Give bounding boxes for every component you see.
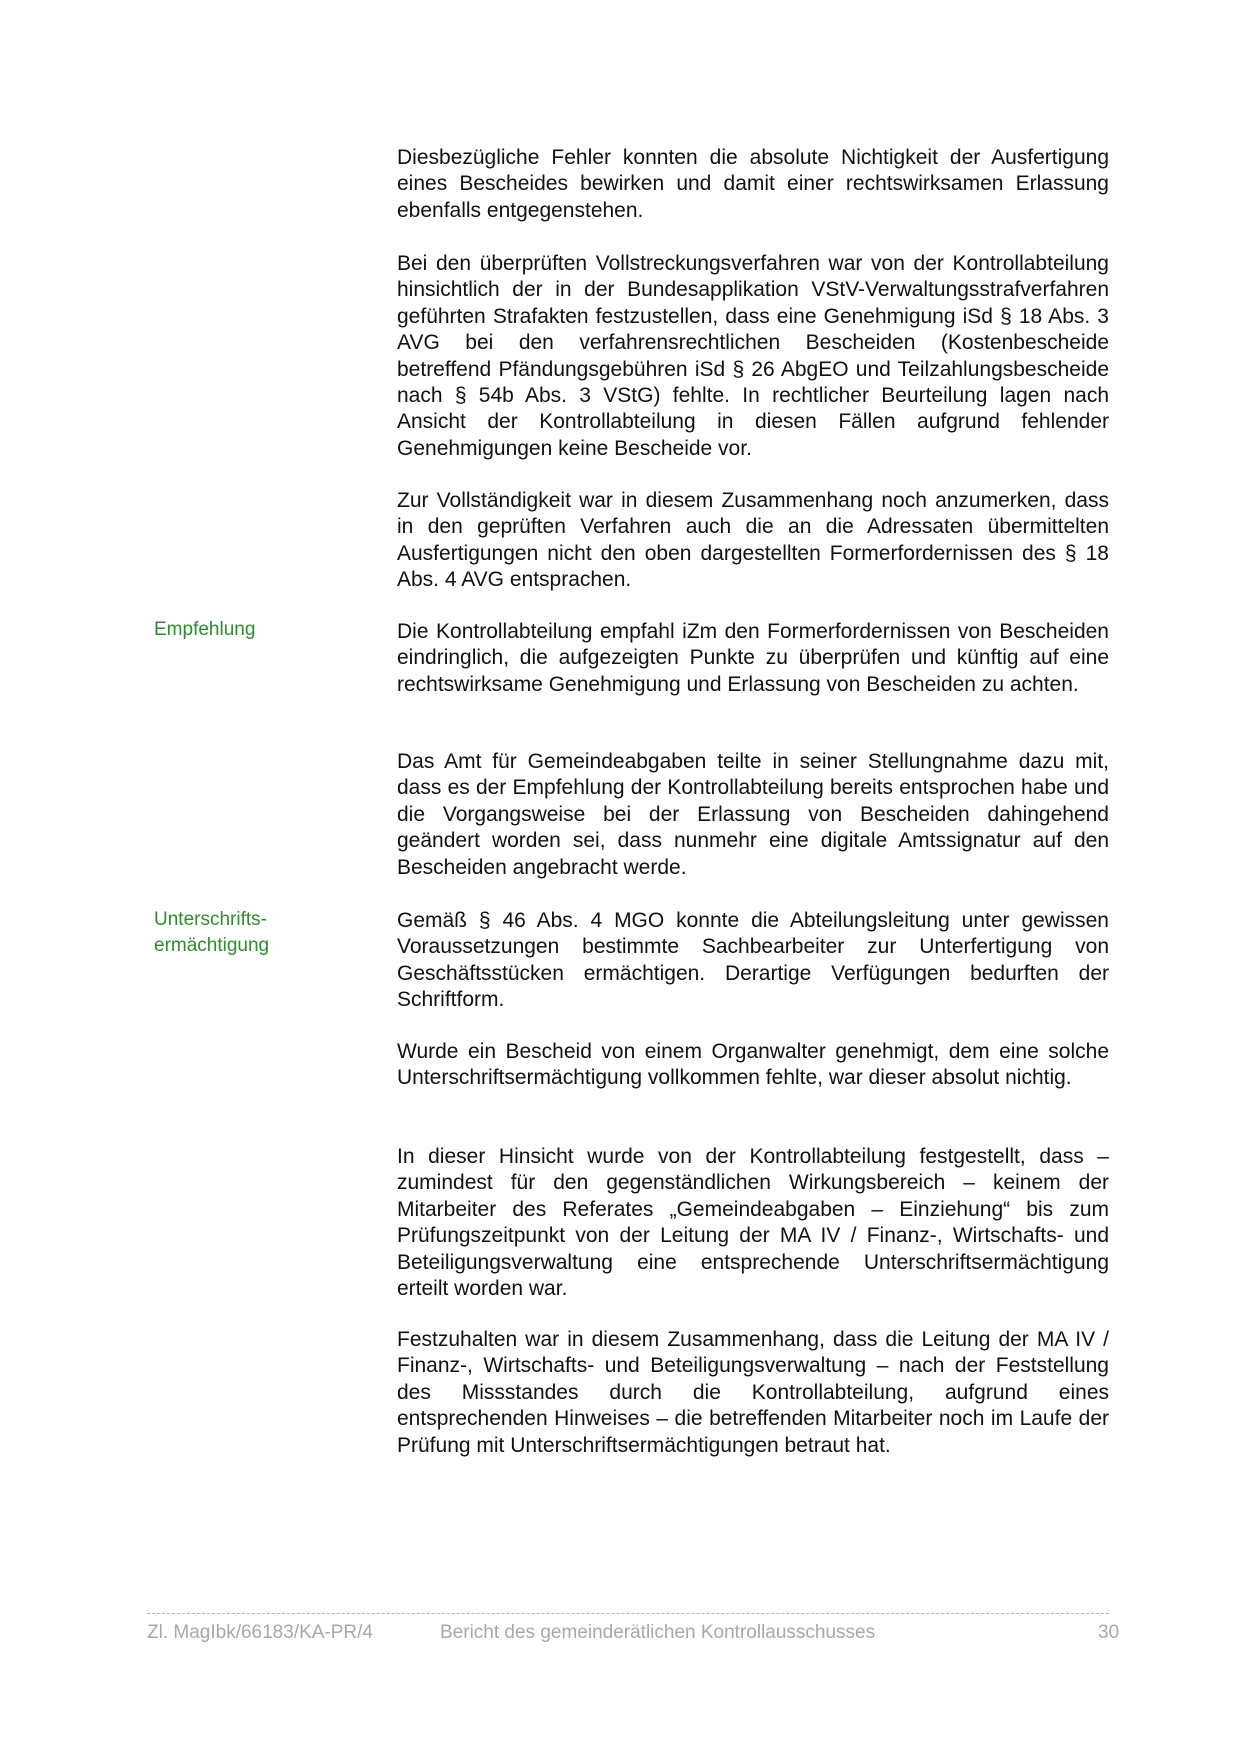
footer-title: Bericht des gemeinderätlichen Kontrollausschusses [440, 1622, 876, 1643]
paragraph-4: Die Kontrollabteilung empfahl iZm den Formerfordernissen von Bescheiden eindringlich, die aufgezeigten Punkte zu überprüfen und künftig auf eine rechtswirksame Genehmigung und Erlassung von Bescheiden zu achten. [397, 620, 1109, 696]
paragraph-2: Bei den überprüften Vollstreckungsverfahren war von der Kontrollabteilung hinsichtlich der in der Bundesapplikation VStV-Verwaltungsstrafverfahren geführten Strafakten festzustellen, dass eine Genehmigung iSd § 18 Abs. 3 AVG bei den verfahrensrechtlichen Bescheiden (Kostenbescheide betreffend Pfändungsgebühren iSd § 26 AbgEO und Teilzahlungsbescheide nach § 54b Abs. 3 VStG) fehlte. In rechtlicher Beurteilung lagen nach Ansicht der Kontrollabteilung in diesen Fällen aufgrund fehlender Genehmigungen keine Bescheide vor. [397, 252, 1109, 460]
paragraph-7: Wurde ein Bescheid von einem Organwalter genehmigt, dem eine solche Unterschriftsermächtigung vollkommen fehlte, war dieser absolut nichtig. [397, 1040, 1109, 1090]
paragraph-6: Gemäß § 46 Abs. 4 MGO konnte die Abteilungsleitung unter gewissen Voraussetzungen bestimmte Sachbearbeiter zur Unterfertigung von Geschäftsstücken ermächtigen. Derartige Verfügungen bedurften der Schriftform. [397, 909, 1109, 1012]
margin-note-line-2: ermächtigung [154, 935, 270, 956]
footer-divider [147, 1613, 1109, 1614]
paragraph-5: Das Amt für Gemeindeabgaben teilte in seiner Stellungnahme dazu mit, dass es der Empfehlung der Kontrollabteilung bereits entsprochen habe und die Vorgangsweise bei der Erlassung von Bescheiden dahingehend geändert worden sei, dass nunmehr eine digitale Amtssignatur auf den Bescheiden angebracht werde. [397, 750, 1109, 879]
paragraph-8: In dieser Hinsicht wurde von der Kontrollabteilung festgestellt, dass – zumindest für den gegenständlichen Wirkungsbereich – keinem der Mitarbeiter des Referates „Gemeindeabgaben – Einziehung“ bis zum Prüfungszeitpunkt von der Leitung der MA IV / Finanz-, Wirtschafts- und Beteiligungsverwaltung eine entsprechende Unterschriftsermächtigung erteilt worden war. [397, 1145, 1109, 1301]
paragraph-3: Zur Vollständigkeit war in diesem Zusammenhang noch anzumerken, dass in den geprüften Verfahren auch die an die Adressaten übermittelten Ausfertigungen nicht den oben dargestellten Formerfordernissen des § 18 Abs. 4 AVG entsprachen. [397, 489, 1109, 592]
footer-page-number: 30 [1098, 1622, 1120, 1643]
margin-note-unterschriftsermaechtigung [154, 907, 354, 959]
footer-reference: Zl. MagIbk/66183/KA-PR/4 [147, 1622, 373, 1643]
margin-note-empfehlung: Empfehlung [154, 619, 256, 640]
paragraph-9: Festzuhalten war in diesem Zusammenhang, dass die Leitung der MA IV / Finanz-, Wirtschafts- und Beteiligungsverwaltung – nach der Feststellung des Missstandes durch die Kontrollabteilung, aufgrund eines entsprechenden Hinweises – die betreffenden Mitarbeiter noch im Laufe der Prüfung mit Unterschriftsermächtigungen betraut hat. [397, 1328, 1109, 1457]
margin-note-line-1: Unterschrifts- [154, 909, 267, 930]
paragraph-1: Diesbezügliche Fehler konnten die absolute Nichtigkeit der Ausfertigung eines Bescheides bewirken und damit einer rechtswirksamen Erlassung ebenfalls entgegenstehen. [397, 146, 1109, 222]
